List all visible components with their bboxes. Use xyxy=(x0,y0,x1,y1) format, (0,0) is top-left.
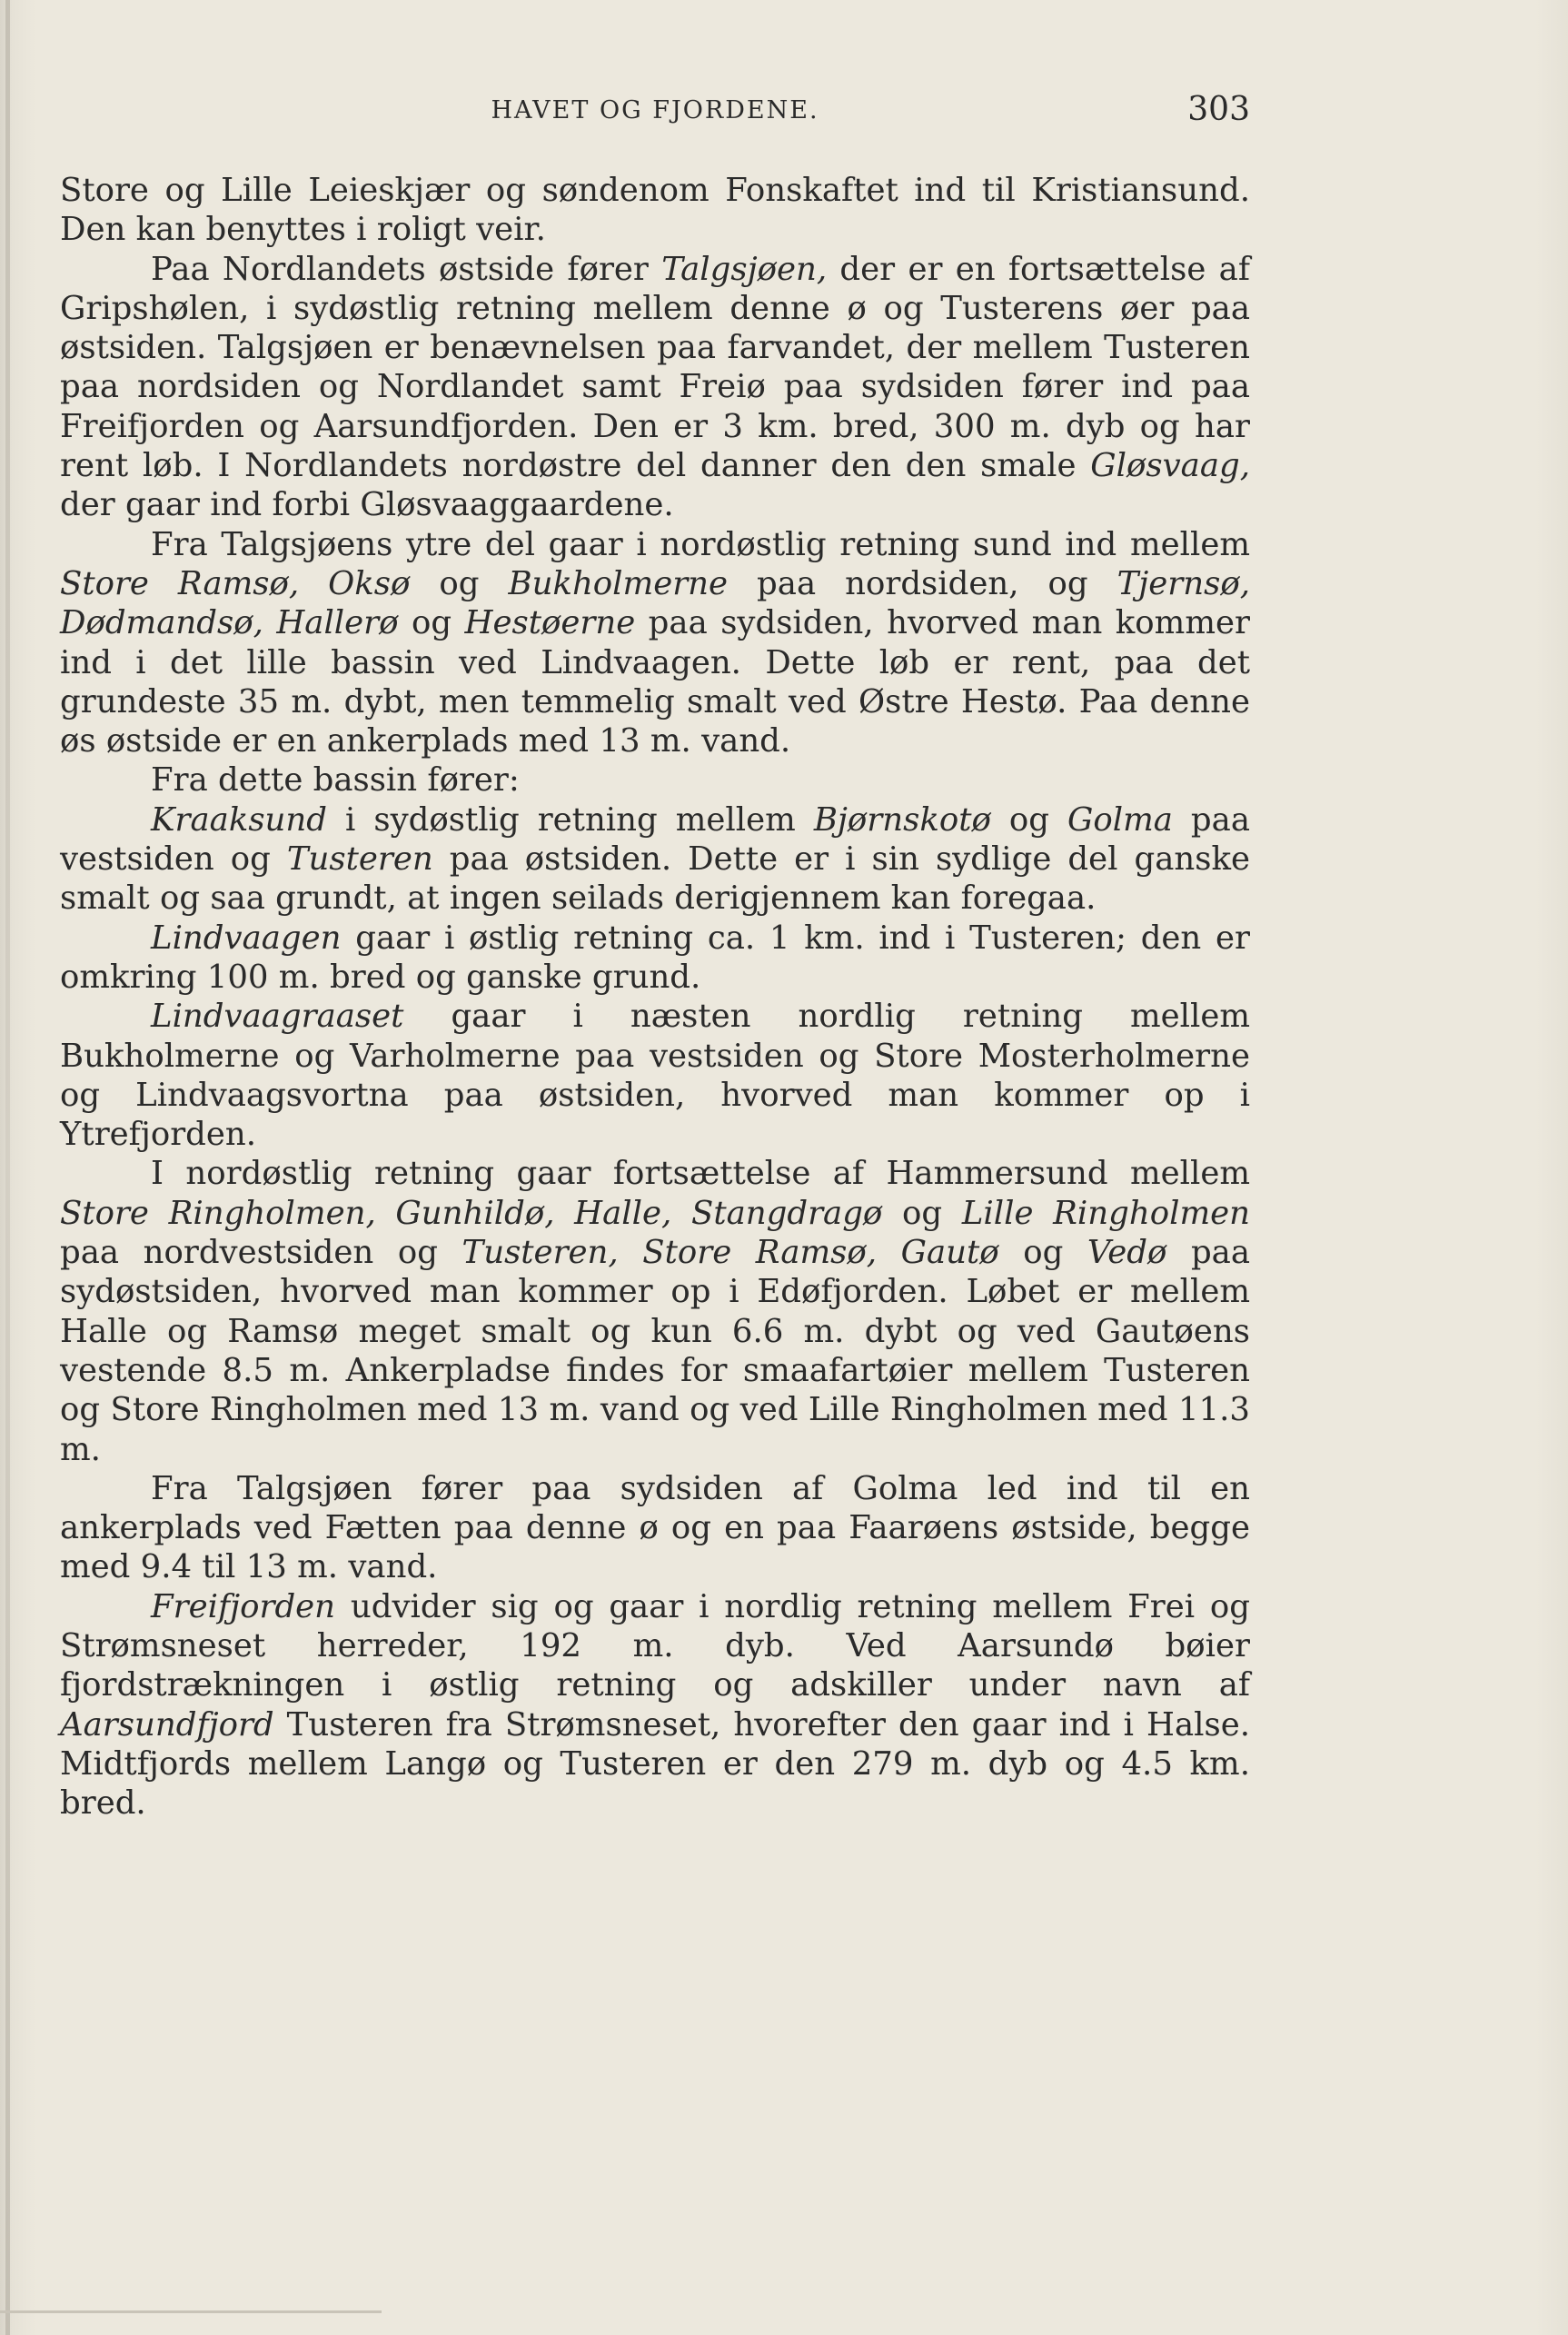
italic-place-name: Gløsvaag, xyxy=(1090,447,1250,485)
italic-place-name: Lindvaagen xyxy=(151,919,342,957)
text-run: gaar i næsten nordlig retning mellem Bukholmerne og Varholmerne paa vestsiden og Store Mosterholmerne og Lindvaagsvortna paa østsiden, hvorved man kommer op i Ytrefjorden. xyxy=(60,998,1250,1154)
body-text xyxy=(60,171,1250,1823)
bottom-edge-line xyxy=(0,2310,382,2313)
text-run: der er en fortsættelse af Gripshølen, i sydøstlig retning mellem denne ø og Tusterens øer paa østsiden. Talgsjøen er benævnelsen paa farvandet, der mellem Tusteren paa nordsiden og Nordlandet samt Freiø paa sydsiden fører ind paa Freifjorden og Aarsundfjorden. Den er 3 km. bred, 300 m. dyb og har rent løb. I Nordlandets nordøstre del danner den den smale xyxy=(60,250,1250,485)
page-spine-shadow xyxy=(5,0,10,2335)
italic-place-name: Aarsundfjord xyxy=(60,1705,274,1744)
text-run: og xyxy=(410,564,509,602)
italic-place-name: Tjernsø, Dødmandsø, Hallerø xyxy=(60,564,1250,642)
running-head: HAVET OG FJORDENE. xyxy=(491,96,819,124)
italic-place-name: Lindvaagraaset xyxy=(151,998,404,1036)
text-run: og xyxy=(398,604,465,642)
paragraph xyxy=(60,525,1250,761)
text-run: Fra Talgsjøen fører paa sydsiden af Golma led ind til en ankerplads ved Fætten paa denne ø og en paa Faarøens østside, begge med 9.4 til 13 m. vand. xyxy=(60,1469,1250,1586)
paragraph xyxy=(60,250,1250,525)
paragraph xyxy=(60,997,1250,1154)
italic-place-name: Freifjorden xyxy=(151,1587,336,1625)
text-run: og xyxy=(998,1234,1087,1272)
text-run: i sydøstlig retning mellem xyxy=(327,800,814,839)
italic-place-name: Vedø xyxy=(1087,1234,1167,1272)
text-run: I nordøstlig retning gaar fortsættelse af Hammersund mellem xyxy=(151,1155,1250,1193)
italic-place-name: Hestøerne xyxy=(464,604,636,642)
text-run: paa nordsiden, og xyxy=(728,564,1117,602)
italic-place-name: Store Ringholmen, Gunhildø, Halle, Stangdragø xyxy=(60,1194,883,1232)
text-run: paa sydøstsiden, hvorved man kommer op i Edøfjorden. Løbet er mellem Halle og Ramsø meget smalt og kun 6.6 m. dybt og ved Gautøens vestende 8.5 m. Ankerpladse findes for smaafartøier mellem Tusteren og Store Ringholmen med 13 m. vand og ved Lille Ringholmen med 11.3 m. xyxy=(60,1234,1251,1468)
paragraph xyxy=(60,1469,1250,1587)
text-run: paa østsiden. Dette er i sin sydlige del ganske smalt og saa grundt, at ingen seilads derigjennem kan foregaa. xyxy=(60,840,1250,918)
text-run: Fra Talgsjøens ytre del gaar i nordøstlig retning sund ind mellem xyxy=(151,525,1250,563)
paragraph xyxy=(60,800,1250,919)
text-run: og xyxy=(990,800,1067,839)
text-run: udvider sig og gaar i nordlig retning mellem Frei og Strømsneset herreder, 192 m. dyb. Ved Aarsundø bøier fjordstrækningen i østlig retning og adskiller under navn af xyxy=(60,1587,1250,1704)
text-run: paa vestsiden og xyxy=(60,800,1250,879)
text-run: og xyxy=(882,1194,962,1232)
italic-place-name: Tusteren, Store Ramsø, Gautø xyxy=(461,1234,999,1272)
page-number: 303 xyxy=(1187,91,1250,128)
paragraph xyxy=(60,171,1250,250)
italic-place-name: Bjørnskotø xyxy=(813,800,991,839)
italic-place-name: Golma xyxy=(1067,800,1173,839)
paragraph xyxy=(60,919,1250,998)
text-run: Store og Lille Leieskjær og søndenom Fonskaftet ind til Kristiansund. Den kan benyttes i roligt veir. xyxy=(60,172,1250,249)
text-run: Paa Nordlandets østside fører xyxy=(151,250,662,288)
text-run: Tusteren fra Strømsneset, hvorefter den gaar ind i Halse. Midtfjords mellem Langø og Tusteren er den 279 m. dyb og 4.5 km. bred. xyxy=(60,1705,1250,1823)
text-run: Fra dette bassin fører: xyxy=(151,761,520,800)
text-run: gaar i østlig retning ca. 1 km. ind i Tusteren; den er omkring 100 m. bred og ganske grund. xyxy=(60,919,1250,996)
italic-place-name: Bukholmerne xyxy=(508,564,729,602)
page-header xyxy=(60,91,1250,136)
italic-place-name: Store Ramsø, Oksø xyxy=(60,564,411,602)
text-run: paa nordvestsiden og xyxy=(60,1234,462,1272)
italic-place-name: Talgsjøen, xyxy=(661,250,828,288)
italic-place-name: Tusteren xyxy=(286,840,433,879)
paragraph xyxy=(60,760,1250,800)
italic-place-name: Kraaksund xyxy=(151,800,328,839)
italic-place-name: Lille Ringholmen xyxy=(961,1194,1250,1232)
paragraph xyxy=(60,1154,1250,1468)
text-run: der gaar ind forbi Gløsvaaggaardene. xyxy=(60,486,674,524)
paragraph xyxy=(60,1587,1250,1823)
text-run: paa sydsiden, hvorved man kommer ind i det lille bassin ved Lindvaagen. Dette løb er rent, paa det grundeste 35 m. dybt, men temmelig smalt ved Østre Hestø. Paa denne øs østside er en ankerplads med 13 m. vand. xyxy=(60,604,1250,760)
